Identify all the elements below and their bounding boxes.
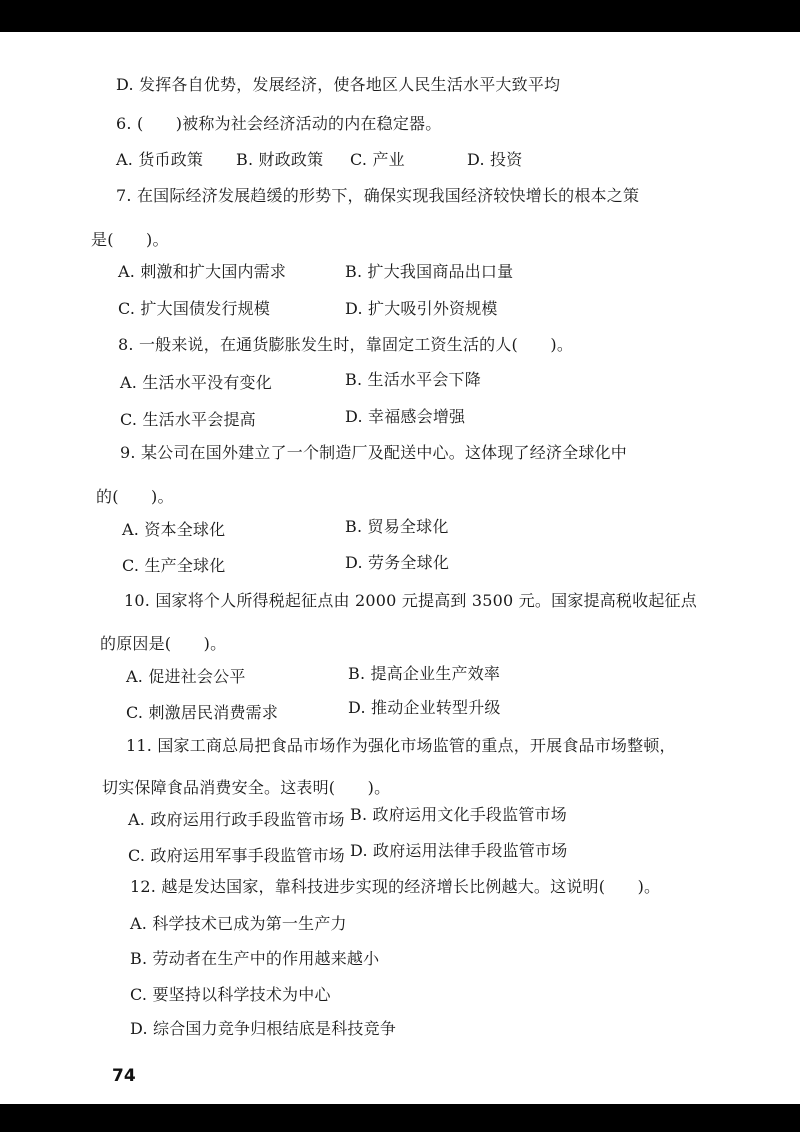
page-number: 74 [112, 1066, 136, 1086]
q6-option-c: C. 产业 [350, 150, 405, 169]
q6-option-d: D. 投资 [467, 150, 523, 169]
bottom-black-border [0, 1104, 800, 1132]
q8-option-c: C. 生活水平会提高 [120, 410, 256, 429]
q10-stem-line-1: 10. 国家将个人所得税起征点由 2000 元提高到 3500 元。国家提高税收起征点 [124, 591, 697, 610]
q11-option-a: A. 政府运用行政手段监管市场 [128, 810, 345, 829]
q12-stem: 12. 越是发达国家，靠科技进步实现的经济增长比例越大。这说明( )。 [130, 877, 661, 896]
q7-stem-line-2: 是( )。 [91, 230, 169, 249]
q10-option-b: B. 提高企业生产效率 [348, 664, 501, 683]
q9-option-a: A. 资本全球化 [122, 520, 226, 539]
q11-option-b: B. 政府运用文化手段监管市场 [350, 805, 567, 824]
q11-stem-line-2: 切实保障食品消费安全。这表明( )。 [102, 778, 391, 797]
q6-option-b: B. 财政政策 [236, 150, 324, 169]
q10-option-c: C. 刺激居民消费需求 [126, 703, 279, 722]
q12-option-c: C. 要坚持以科学技术为中心 [130, 985, 331, 1004]
q7-option-d: D. 扩大吸引外资规模 [345, 299, 498, 318]
q9-stem-line-2: 的( )。 [96, 487, 174, 506]
q8-stem: 8. 一般来说，在通货膨胀发生时，靠固定工资生活的人( )。 [118, 335, 574, 354]
q6-option-a: A. 货币政策 [116, 150, 204, 169]
q6-stem: 6. ( )被称为社会经济活动的内在稳定器。 [116, 114, 442, 133]
q9-option-b: B. 贸易全球化 [345, 517, 449, 536]
q12-option-b: B. 劳动者在生产中的作用越来越小 [130, 949, 380, 968]
q12-option-a: A. 科学技术已成为第一生产力 [130, 914, 347, 933]
q7-stem-line-1: 7. 在国际经济发展趋缓的形势下，确保实现我国经济较快增长的根本之策 [116, 186, 640, 205]
q10-stem-line-2: 的原因是( )。 [100, 634, 227, 653]
q9-option-d: D. 劳务全球化 [345, 553, 450, 572]
q12-option-d: D. 综合国力竞争归根结底是科技竞争 [130, 1019, 397, 1038]
q10-option-d: D. 推动企业转型升级 [348, 698, 501, 717]
q11-option-d: D. 政府运用法律手段监管市场 [350, 841, 568, 860]
q9-option-c: C. 生产全球化 [122, 556, 226, 575]
q11-option-c: C. 政府运用军事手段监管市场 [128, 846, 345, 865]
q11-stem-line-1: 11. 国家工商总局把食品市场作为强化市场监管的重点，开展食品市场整顿， [126, 736, 676, 755]
q5-option-d: D. 发挥各自优势，发展经济，使各地区人民生活水平大致平均 [116, 75, 561, 94]
q9-stem-line-1: 9. 某公司在国外建立了一个制造厂及配送中心。这体现了经济全球化中 [120, 443, 627, 462]
q7-option-b: B. 扩大我国商品出口量 [345, 262, 514, 281]
top-black-border [0, 0, 800, 32]
q8-option-a: A. 生活水平没有变化 [120, 373, 272, 392]
q7-option-a: A. 刺激和扩大国内需求 [118, 262, 287, 281]
q7-option-c: C. 扩大国债发行规模 [118, 299, 271, 318]
q10-option-a: A. 促进社会公平 [126, 667, 246, 686]
q8-option-b: B. 生活水平会下降 [345, 370, 481, 389]
q8-option-d: D. 幸福感会增强 [345, 407, 466, 426]
